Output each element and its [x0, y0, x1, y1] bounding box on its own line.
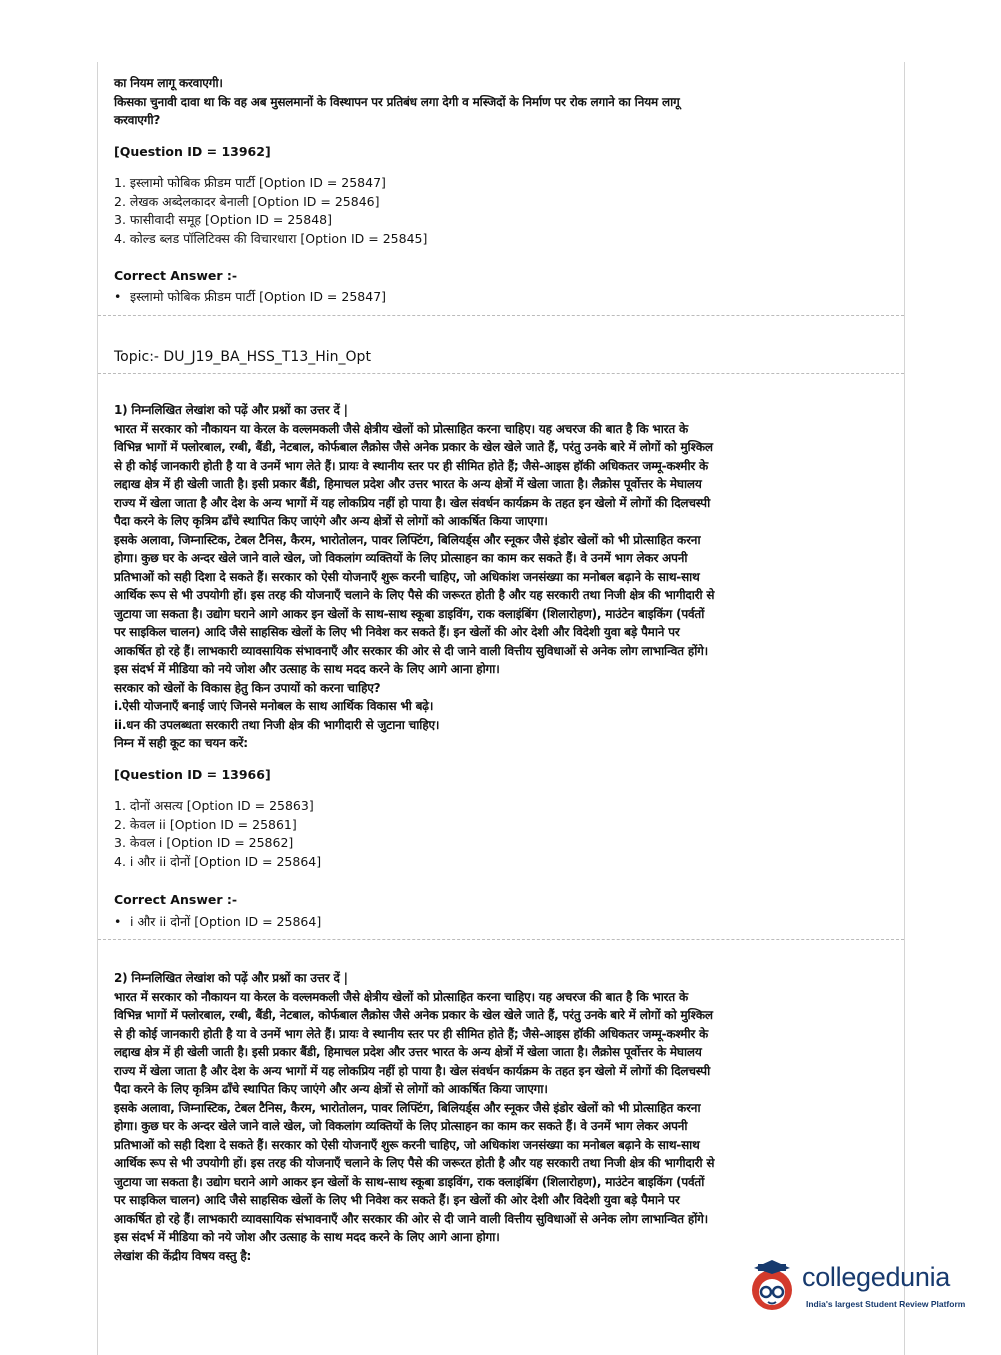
option-item: 3. केवल i [Option ID = 25862] [114, 835, 294, 850]
option-item: 3. फासीवादी समूह [Option ID = 25848] [114, 212, 332, 227]
text-line: आकर्षित हो रहे हैं। लाभकारी व्यावसायिक संभावनाएँ और सरकार की ओर से दी जाने वाली वित्तीय सुविधाओं से अनेक लोग लाभान्वित होंगे। [114, 643, 709, 658]
text-line: ii.धन की उपलब्धता सरकारी तथा निजी क्षेत्र की भागीदारी से जुटाना चाहिए। [114, 717, 440, 732]
text-line: इसके अलावा, जिम्नास्टिक, टेबल टैनिस, कैरम, भारोतोलन, पावर लिफ्टिंग, बिलियर्ड्स और स्नूकर जैसे इंडोर खेलों को भी प्रोत्साहित करना [114, 532, 701, 547]
text-line: इसके अलावा, जिम्नास्टिक, टेबल टैनिस, कैरम, भारोतोलन, पावर लिफ्टिंग, बिलियर्ड्स और स्नूकर जैसे इंडोर खेलों को भी प्रोत्साहित करना [114, 1100, 701, 1115]
document-page [97, 62, 966, 1355]
text-line: विभिन्न भागों में फ्लोरबाल, रग्बी, बैंडी, नेटबाल, कोर्फबाल लैक्रोस जैसे अनेक प्रकार के खेल खेले जाते हैं, परंतु उनके बारे में लोगों को मुश्किल [114, 1008, 713, 1022]
text-line: जुटाया जा सकता है। उद्योग घराने आगे आकर इन खेलों के साथ-साथ स्कूबा डाइविंग, राक क्लाइंबिंग (शिलारोहण), माउंटेन बाइकिंग (पर्वतों [114, 606, 705, 621]
topic-label: Topic:- DU_J19_BA_HSS_T13_Hin_Opt [114, 349, 371, 365]
correct-answer-label: Correct Answer :- [114, 268, 238, 283]
option-item: 4. i और ii दोनों [Option ID = 25864] [114, 853, 322, 869]
mascot-icon [744, 1258, 800, 1314]
option-item: 1. दोनों असत्य [Option ID = 25863] [114, 798, 314, 813]
question-id: [Question ID = 13966] [114, 767, 271, 782]
correct-answer-text: इस्लामो फोबिक फ्रीडम पार्टी [Option ID = 25847] [130, 289, 387, 304]
text-line: लद्दाख क्षेत्र में ही खेली जाती है। इसी प्रकार बैंडी, हिमाचल प्रदेश और उत्तर भारत के अन्य क्षेत्रों में खेला जाता है। लैक्रोस पूर्वोत्तर के मेघालय [114, 477, 702, 491]
correct-answer [114, 913, 890, 930]
text-line: निम्न में सही कूट का चयन करें: [114, 736, 248, 750]
text-line: इस संदर्भ में मीडिया को नये जोश और उत्साह के साथ मदद करने के लिए आगे आना होगा। [114, 662, 500, 676]
collegedunia-logo [744, 1258, 974, 1318]
text-line: इस संदर्भ में मीडिया को नये जोश और उत्साह के साथ मदद करने के लिए आगे आना होगा। [114, 1230, 500, 1244]
text-line: पैदा करने के लिए कृत्रिम ढाँचे स्थापित किए जाएंगे और अन्य क्षेत्रों से लोगों को आकर्षित किया जाएगा। [114, 1082, 548, 1096]
text-line: जुटाया जा सकता है। उद्योग घराने आगे आकर इन खेलों के साथ-साथ स्कूबा डाइविंग, राक क्लाइंबिंग (शिलारोहण), माउंटेन बाइकिंग (पर्वतों [114, 1174, 705, 1189]
text-line: होगा। कुछ घर के अन्दर खेले जाने वाले खेल, जो विकलांग व्यक्तियों के लिए प्रोत्साहन का काम कर सकते हैं। वे उनमें भाग लेकर अपनी [114, 1119, 688, 1133]
text-line: भारत में सरकार को नौकायन या केरल के वल्लमकली जैसे क्षेत्रीय खेलों को प्रोत्साहित करना चाहिए। यह अचरज की बात है कि भारत के [114, 989, 688, 1004]
text-line: पर साइकिल चालन) आदि जैसे साहसिक खेलों के लिए भी निवेश कर सकते हैं। इन खेलों की ओर देशी और विदेशी युवा बड़े पैमाने पर [114, 1193, 680, 1207]
question-text-13962 [114, 74, 890, 130]
text-line: 1) निम्नलिखित लेखांश को पढ़ें और प्रश्नों का उत्तर दें | [114, 403, 348, 417]
correct-answer-text: i और ii दोनों [Option ID = 25864] [130, 914, 322, 929]
question-text-13966 [114, 401, 890, 753]
option-item: 2. केवल ii [Option ID = 25861] [114, 816, 297, 832]
option-item: 2. लेखक अब्देलकादर बेनाली [Option ID = 25846] [114, 193, 380, 209]
options-list [114, 174, 890, 248]
correct-answer [114, 288, 890, 305]
text-line: आर्थिक रूप से भी उपयोगी हों। इस तरह की योजनाएँ चलाने के लिए पैसे की जरूरत होती है और यह सरकारी तथा निजी क्षेत्र की भागीदारी से [114, 588, 715, 602]
separator [98, 373, 904, 374]
correct-answer-label: Correct Answer :- [114, 892, 238, 907]
text-line: लद्दाख क्षेत्र में ही खेली जाती है। इसी प्रकार बैंडी, हिमाचल प्रदेश और उत्तर भारत के अन्य क्षेत्रों में खेला जाता है। लैक्रोस पूर्वोत्तर के मेघालय [114, 1045, 702, 1059]
text-line: होगा। कुछ घर के अन्दर खेले जाने वाले खेल, जो विकलांग व्यक्तियों के लिए प्रोत्साहन का काम कर सकते हैं। वे उनमें भाग लेकर अपनी [114, 551, 688, 565]
text-line: लेखांश की केंद्रीय विषय वस्तु है: [114, 1248, 252, 1263]
option-item: 4. कोल्ड ब्लड पॉलिटिक्स की विचारधारा [Option ID = 25845] [114, 230, 428, 246]
bullet-icon: • [114, 914, 122, 929]
text-line: से ही कोई जानकारी होती है या वे उनमें भाग लेते हैं। प्रायः वे स्थानीय स्तर पर ही सीमित होते हैं; जैसे-आइस हॉकी अधिकतर जम्मू-कश्मीर के [114, 1026, 709, 1041]
text-line: विभिन्न भागों में फ्लोरबाल, रग्बी, बैंडी, नेटबाल, कोर्फबाल लैक्रोस जैसे अनेक प्रकार के खेल खेले जाते हैं, परंतु उनके बारे में लोगों को मुश्किल [114, 440, 713, 454]
question-id: [Question ID = 13962] [114, 144, 271, 159]
text-line: पर साइकिल चालन) आदि जैसे साहसिक खेलों के लिए भी निवेश कर सकते हैं। इन खेलों की ओर देशी और विदेशी युवा बड़े पैमाने पर [114, 625, 680, 639]
logo-tagline: India's largest Student Review Platform [806, 1299, 966, 1309]
option-item: 1. इस्लामो फोबिक फ्रीडम पार्टी [Option ID = 25847] [114, 175, 386, 190]
bullet-icon: • [114, 289, 122, 304]
text-line: किसका चुनावी दावा था कि वह अब मुसलमानों के विस्थापन पर प्रतिबंध लगा देगी व मस्जिदों के निर्माण पर रोक लगाने का नियम लागू [114, 94, 680, 109]
text-line: सरकार को खेलों के विकास हेतु किन उपायों को करना चाहिए? [114, 680, 381, 695]
text-line: का नियम लागू करवाएगी। [114, 76, 223, 90]
text-line: पैदा करने के लिए कृत्रिम ढाँचे स्थापित किए जाएंगे और अन्य क्षेत्रों से लोगों को आकर्षित किया जाएगा। [114, 514, 548, 528]
text-line: प्रतिभाओं को सही दिशा दे सकते हैं। सरकार को ऐसी योजनाएँ शुरू करनी चाहिए, जो अधिकांश जनसंख्या का मनोबल बढ़ाने के साथ-साथ [114, 569, 700, 584]
text-line: से ही कोई जानकारी होती है या वे उनमें भाग लेते हैं। प्रायः वे स्थानीय स्तर पर ही सीमित होते हैं; जैसे-आइस हॉकी अधिकतर जम्मू-कश्मीर के [114, 458, 709, 473]
text-line: भारत में सरकार को नौकायन या केरल के वल्लमकली जैसे क्षेत्रीय खेलों को प्रोत्साहित करना चाहिए। यह अचरज की बात है कि भारत के [114, 421, 688, 436]
separator [98, 315, 904, 316]
text-line: आकर्षित हो रहे हैं। लाभकारी व्यावसायिक संभावनाएँ और सरकार की ओर से दी जाने वाली वित्तीय सुविधाओं से अनेक लोग लाभान्वित होंगे। [114, 1211, 709, 1226]
text-line: i.ऐसी योजनाएँ बनाई जाएं जिनसे मनोबल के साथ आर्थिक विकास भी बढ़े। [114, 699, 434, 713]
text-line: राज्य में खेला जाता है और देश के अन्य भागों में यह लोकप्रिय नहीं हो पाया है। खेल संवर्धन कार्यक्रम के तहत इन खेलो में लोगों की दिलचस्पी [114, 495, 710, 510]
text-line: प्रतिभाओं को सही दिशा दे सकते हैं। सरकार को ऐसी योजनाएँ शुरू करनी चाहिए, जो अधिकांश जनसंख्या का मनोबल बढ़ाने के साथ-साथ [114, 1137, 700, 1152]
separator [98, 939, 904, 940]
options-list [114, 797, 890, 871]
text-line: 2) निम्नलिखित लेखांश को पढ़ें और प्रश्नों का उत्तर दें | [114, 971, 348, 985]
question-text-2 [114, 969, 890, 1265]
logo-wordmark: collegedunia [802, 1262, 951, 1292]
text-line: राज्य में खेला जाता है और देश के अन्य भागों में यह लोकप्रिय नहीं हो पाया है। खेल संवर्धन कार्यक्रम के तहत इन खेलो में लोगों की दिलचस्पी [114, 1063, 710, 1078]
text-line: आर्थिक रूप से भी उपयोगी हों। इस तरह की योजनाएँ चलाने के लिए पैसे की जरूरत होती है और यह सरकारी तथा निजी क्षेत्र की भागीदारी से [114, 1156, 715, 1170]
text-line: करवाएगी? [114, 113, 161, 127]
